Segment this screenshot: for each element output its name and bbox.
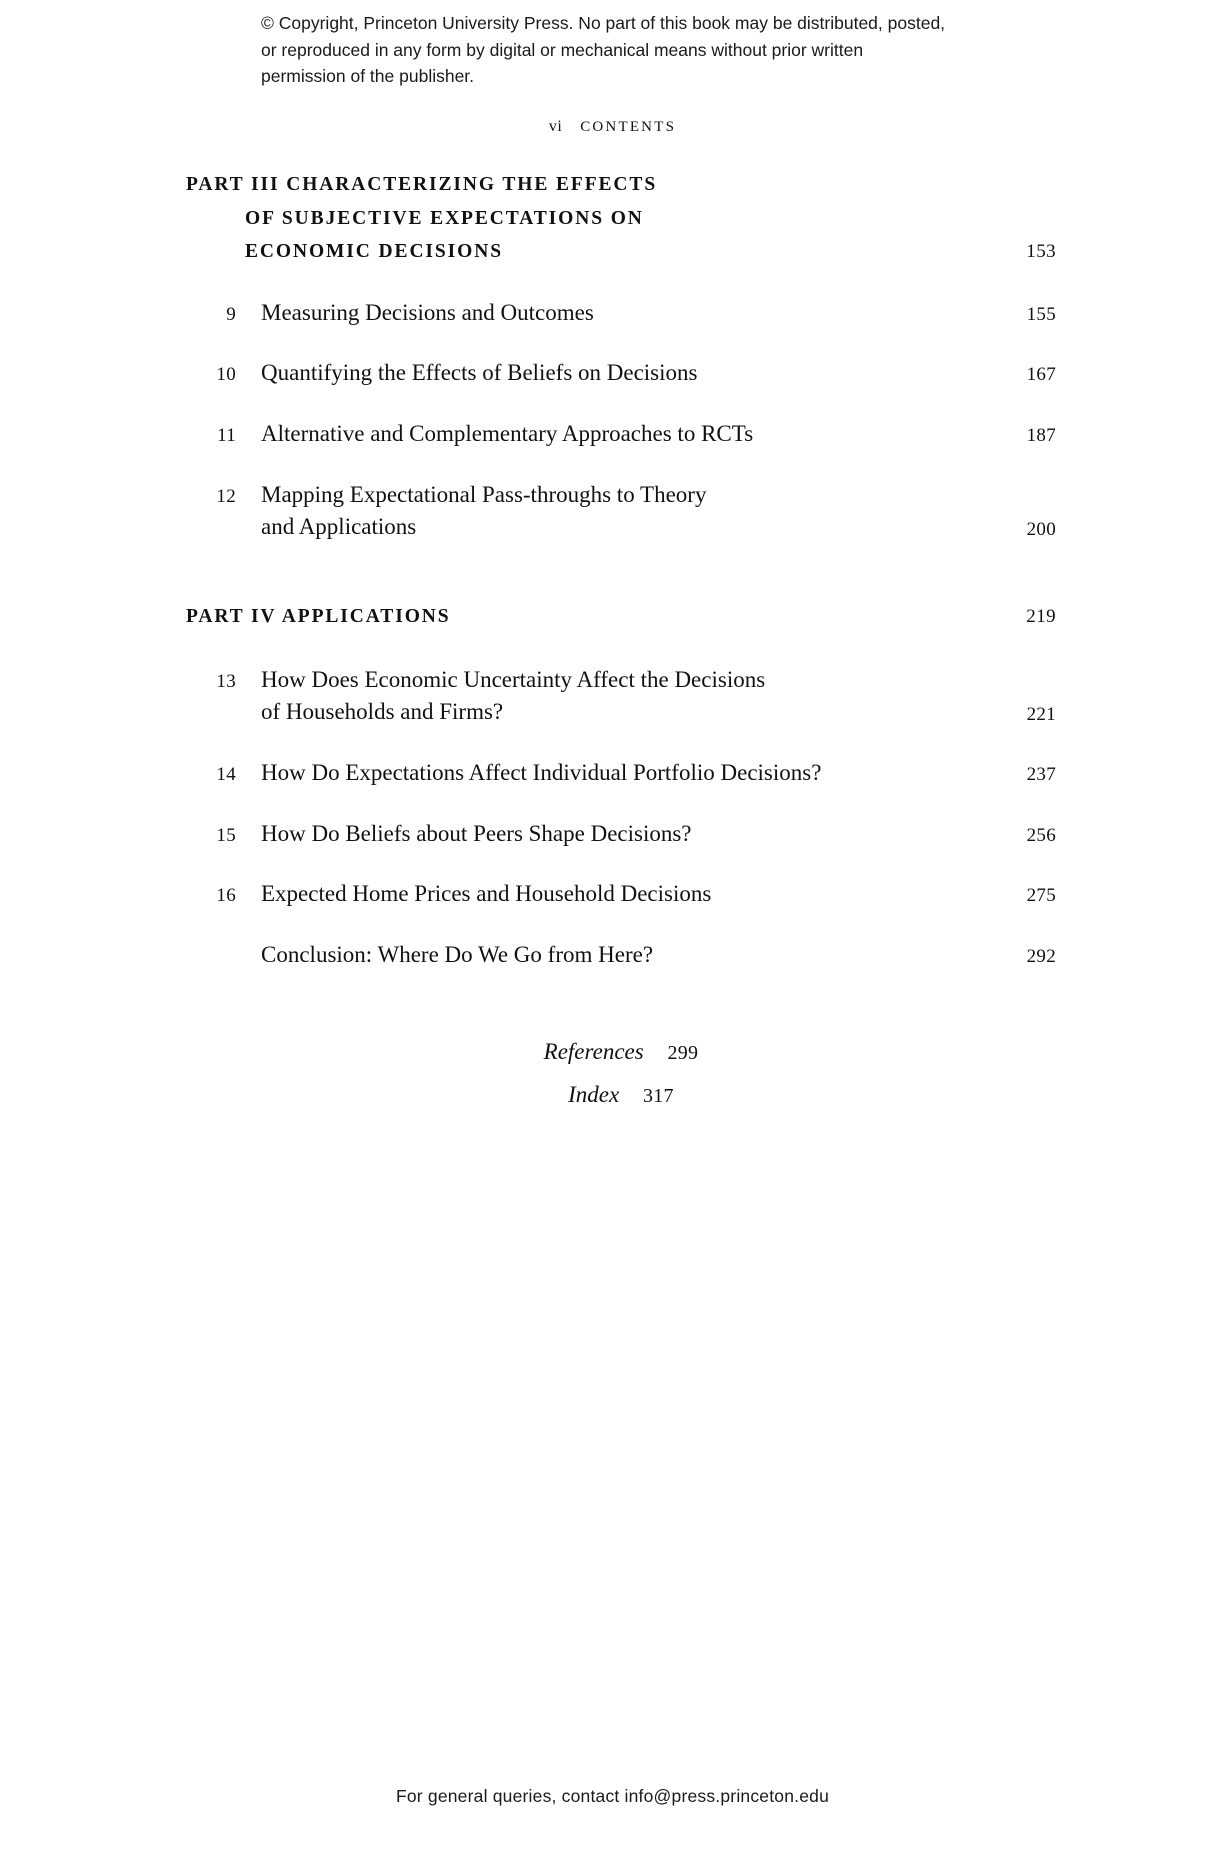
- chapter-title: [236, 479, 998, 544]
- part-heading-text: ECONOMIC DECISIONS: [245, 241, 503, 263]
- chapter-title-line-1: Expected Home Prices and Household Decisions: [261, 881, 712, 907]
- chapter-page-number: 187: [1026, 425, 1056, 447]
- part-heading-text: PART III CHARACTERIZING THE EFFECTS: [186, 174, 658, 195]
- toc-entry[interactable]: [186, 297, 1056, 330]
- back-matter-label: Index: [568, 1082, 620, 1108]
- chapter-page-number: 221: [1026, 704, 1056, 726]
- chapter-title-line-1: Alternative and Complementary Approaches to RCTs: [261, 421, 754, 447]
- chapter-title: [236, 357, 998, 390]
- back-matter-row-references[interactable]: [186, 1030, 1056, 1074]
- chapter-page-number: 237: [1026, 764, 1056, 785]
- toc-entry-conclusion[interactable]: [186, 939, 1056, 972]
- chapter-title-line-1: Mapping Expectational Pass-throughs to Theory: [261, 481, 707, 507]
- part-heading-4: [186, 600, 1056, 634]
- chapter-title: [236, 878, 998, 911]
- back-matter-row-index[interactable]: [186, 1073, 1056, 1117]
- running-head: [0, 118, 1225, 136]
- chapter-number: 14: [216, 764, 236, 785]
- chapter-title-line-1: Quantifying the Effects of Beliefs on Decisions: [261, 360, 698, 386]
- part-heading-3: [186, 168, 1056, 269]
- chapter-number: 15: [216, 824, 236, 846]
- part-heading-text: OF SUBJECTIVE EXPECTATIONS ON: [245, 207, 644, 229]
- back-matter-page-number: 299: [667, 1041, 699, 1064]
- chapter-title-line-2: of Households and Firms?: [261, 699, 504, 725]
- footer-query-note: For general queries, contact info@press.princeton.edu: [395, 1786, 830, 1806]
- chapter-number: 16: [216, 885, 236, 907]
- back-matter-page-number: 317: [642, 1085, 674, 1108]
- chapter-page-number: 155: [1026, 303, 1056, 325]
- toc-entry[interactable]: [186, 878, 1056, 911]
- back-matter: [186, 1030, 1056, 1117]
- chapter-title: [236, 818, 998, 851]
- chapter-number: 12: [216, 485, 236, 507]
- chapter-number: 9: [226, 303, 236, 325]
- chapter-page-number: 275: [1026, 885, 1056, 907]
- toc-entry[interactable]: [186, 357, 1056, 390]
- chapter-page-number: 256: [1026, 824, 1056, 846]
- chapter-title: [236, 757, 998, 790]
- part-heading-line: [186, 235, 1056, 269]
- chapter-title-line-1: Conclusion: Where Do We Go from Here?: [261, 941, 654, 967]
- chapter-title-line-1: How Do Expectations Affect Individual Portfolio Decisions?: [261, 760, 822, 785]
- back-matter-label: References: [543, 1038, 644, 1064]
- toc-entry[interactable]: [186, 757, 1056, 790]
- chapter-title-line-1: How Do Beliefs about Peers Shape Decisions?: [261, 820, 692, 846]
- chapter-title-line-2: and Applications: [261, 514, 417, 540]
- chapter-title: [236, 939, 998, 972]
- chapter-title: [236, 418, 998, 451]
- toc-entry[interactable]: [186, 479, 1056, 544]
- copyright-notice: © Copyright, Princeton University Press. No part of this book may be distributed, posted, or reproduced in any form by digital or mechanical means without prior written permission of the publisher.: [261, 13, 946, 87]
- chapter-number: 11: [217, 425, 236, 447]
- toc-entry[interactable]: [186, 664, 1056, 729]
- part-heading-text: PART IV APPLICATIONS: [186, 606, 451, 628]
- chapter-number: 10: [216, 364, 236, 386]
- chapter-title-line-1: How Does Economic Uncertainty Affect the Decisions: [261, 666, 766, 692]
- part-heading-line: [186, 202, 1056, 236]
- part-page-number: 219: [1026, 606, 1056, 628]
- chapter-number: 13: [216, 670, 236, 692]
- toc-entry[interactable]: [186, 818, 1056, 851]
- part-heading-line: [186, 600, 1056, 634]
- chapter-title-line-1: Measuring Decisions and Outcomes: [261, 299, 594, 325]
- chapter-page-number: 200: [1026, 519, 1056, 541]
- table-of-contents: [186, 168, 1056, 1117]
- chapter-title: [236, 297, 998, 330]
- part-page-number: 153: [1026, 241, 1056, 263]
- chapter-page-number: 167: [1026, 364, 1056, 386]
- toc-entry[interactable]: [186, 418, 1056, 451]
- part-heading-line: [186, 168, 1056, 202]
- chapter-title: [236, 664, 998, 729]
- page-folio: vi: [548, 118, 563, 135]
- running-head-label: CONTENTS: [580, 119, 677, 135]
- chapter-page-number: 292: [1026, 945, 1056, 967]
